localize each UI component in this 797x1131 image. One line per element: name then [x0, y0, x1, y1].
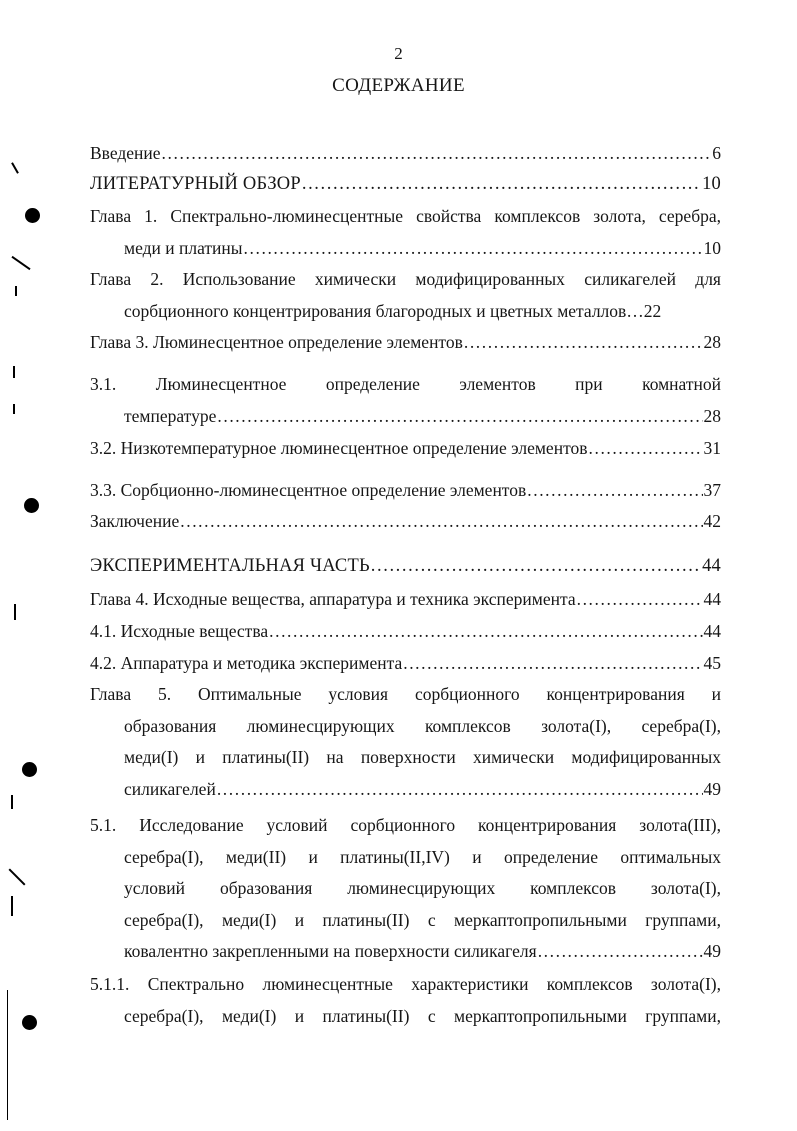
toc-entry-section-4-2: [90, 648, 721, 680]
punch-hole-mark: [25, 208, 40, 223]
toc-entry-text: серебра(I), меди(I) и платины(II) с меркаптопропильными группами,: [124, 909, 721, 930]
toc-entry-section-5-1-1: [90, 969, 721, 1032]
toc-section-experimental: [90, 551, 721, 583]
page-title: СОДЕРЖАНИЕ: [332, 75, 465, 96]
toc-entry-chapter-3: [90, 327, 721, 359]
scan-artifact-mark: [11, 896, 13, 916]
toc-entry-text: серебра(I), меди(II) и платины(II,IV) и определение оптимальных: [124, 846, 721, 867]
toc-entry-chapter-2: [90, 264, 721, 327]
toc-entry-text: Глава 5. Оптимальные условия сорбционного концентрирования и: [90, 684, 721, 704]
scan-artifact-mark: [15, 286, 17, 296]
toc-entry-conclusion: [90, 506, 721, 538]
toc-entry-page: 28: [703, 332, 721, 352]
scan-artifact-mark: [13, 404, 15, 414]
toc-entry-text: ковалентно закрепленными на поверхности силикагеля: [124, 941, 537, 961]
scan-artifact-mark: [7, 990, 8, 1120]
toc-entry-page: 44: [703, 589, 721, 609]
scan-artifact-mark: [14, 604, 16, 620]
toc-entry-text: Глава 2. Использование химически модифицированных силикагелей для: [90, 269, 721, 289]
toc-entry-chapter-4: [90, 584, 721, 616]
toc-entry-text: серебра(I), меди(I) и платины(II) с меркаптопропильными группами,: [124, 1005, 721, 1026]
punch-hole-mark: [22, 762, 37, 777]
toc-entry-chapter-5: [90, 679, 721, 805]
toc-section-text: ЛИТЕРАТУРНЫЙ ОБЗОР: [90, 174, 301, 194]
toc-entry-page: 44: [702, 556, 721, 576]
toc-entry-text: температуре: [124, 405, 217, 426]
toc-entry-section-5-1: [90, 810, 721, 968]
toc-entry-text: 3.3. Сорбционно-люминесцентное определение элементов: [90, 480, 527, 500]
toc-entry-page: 22: [643, 300, 662, 321]
toc-entry-text: сорбционного концентрирования благородных и цветных металлов…: [124, 300, 644, 321]
toc-entry-section-4-1: [90, 616, 721, 648]
toc-entry-page: 6: [712, 143, 721, 163]
toc-entry-text: условий образования люминесцирующих комплексов золота(I),: [124, 878, 721, 898]
toc-entry-text: меди(I) и платины(II) на поверхности химически модифицированных: [124, 747, 721, 767]
toc-entry-text: Введение: [90, 143, 161, 163]
toc-entry-text: 5.1. Исследование условий сорбционного концентрирования золота(III),: [90, 815, 721, 835]
toc-entry-page: 49: [703, 778, 721, 799]
toc-entry-page: 10: [703, 237, 721, 258]
toc-entry-page: 49: [703, 941, 721, 961]
toc-entry-text: Глава 4. Исходные вещества, аппаратура и техника эксперимента: [90, 589, 576, 609]
toc-section-text: ЭКСПЕРИМЕНТАЛЬНАЯ ЧАСТЬ: [90, 556, 370, 576]
toc-entry-page: 42: [703, 511, 721, 531]
toc-entry-chapter-1: [90, 201, 721, 264]
scan-artifact-mark: [11, 795, 13, 809]
toc-entry-text: силикагелей: [124, 778, 216, 799]
toc-entry-page: 44: [703, 621, 721, 641]
toc-entry-page: 37: [703, 480, 721, 500]
scan-artifact-mark: [11, 162, 19, 173]
toc-entry-text: 5.1.1. Спектрально люминесцентные характеристики комплексов золота(I),: [90, 974, 721, 994]
toc-entry-page: 28: [703, 405, 721, 426]
toc-entry-page: 10: [702, 174, 721, 194]
scan-artifact-mark: [11, 256, 30, 270]
punch-hole-mark: [24, 498, 39, 513]
toc-entry-text: Глава 3. Люминесцентное определение элементов: [90, 332, 463, 352]
scan-artifact-mark: [9, 869, 26, 886]
toc-entry-text: меди и платины: [124, 237, 243, 258]
punch-hole-mark: [22, 1015, 37, 1030]
toc-entry-text: образования люминесцирующих комплексов золота(I), серебра(I),: [124, 715, 721, 736]
toc-entry-page: 45: [703, 653, 721, 673]
page-number: 2: [394, 44, 403, 63]
toc-entry-text: 4.1. Исходные вещества: [90, 621, 269, 641]
toc-entry-text: 3.2. Низкотемпературное люминесцентное определение элементов: [90, 438, 588, 458]
toc-entry-text: Заключение: [90, 511, 180, 531]
toc-entry-introduction: [90, 138, 721, 170]
toc-entry-page: 31: [703, 438, 721, 458]
toc-entry-section-3-1: [90, 369, 721, 432]
toc-entry-section-3-2: [90, 433, 721, 465]
toc-section-literature-review: [90, 169, 721, 201]
toc-entry-text: 3.1. Люминесцентное определение элементов при комнатной: [90, 374, 721, 394]
toc-entry-section-3-3: [90, 475, 721, 507]
toc-entry-text: Глава 1. Спектрально-люминесцентные свойства комплексов золота, серебра,: [90, 206, 721, 226]
toc-entry-text: 4.2. Аппаратура и методика эксперимента: [90, 653, 403, 673]
scan-artifact-mark: [13, 366, 15, 378]
